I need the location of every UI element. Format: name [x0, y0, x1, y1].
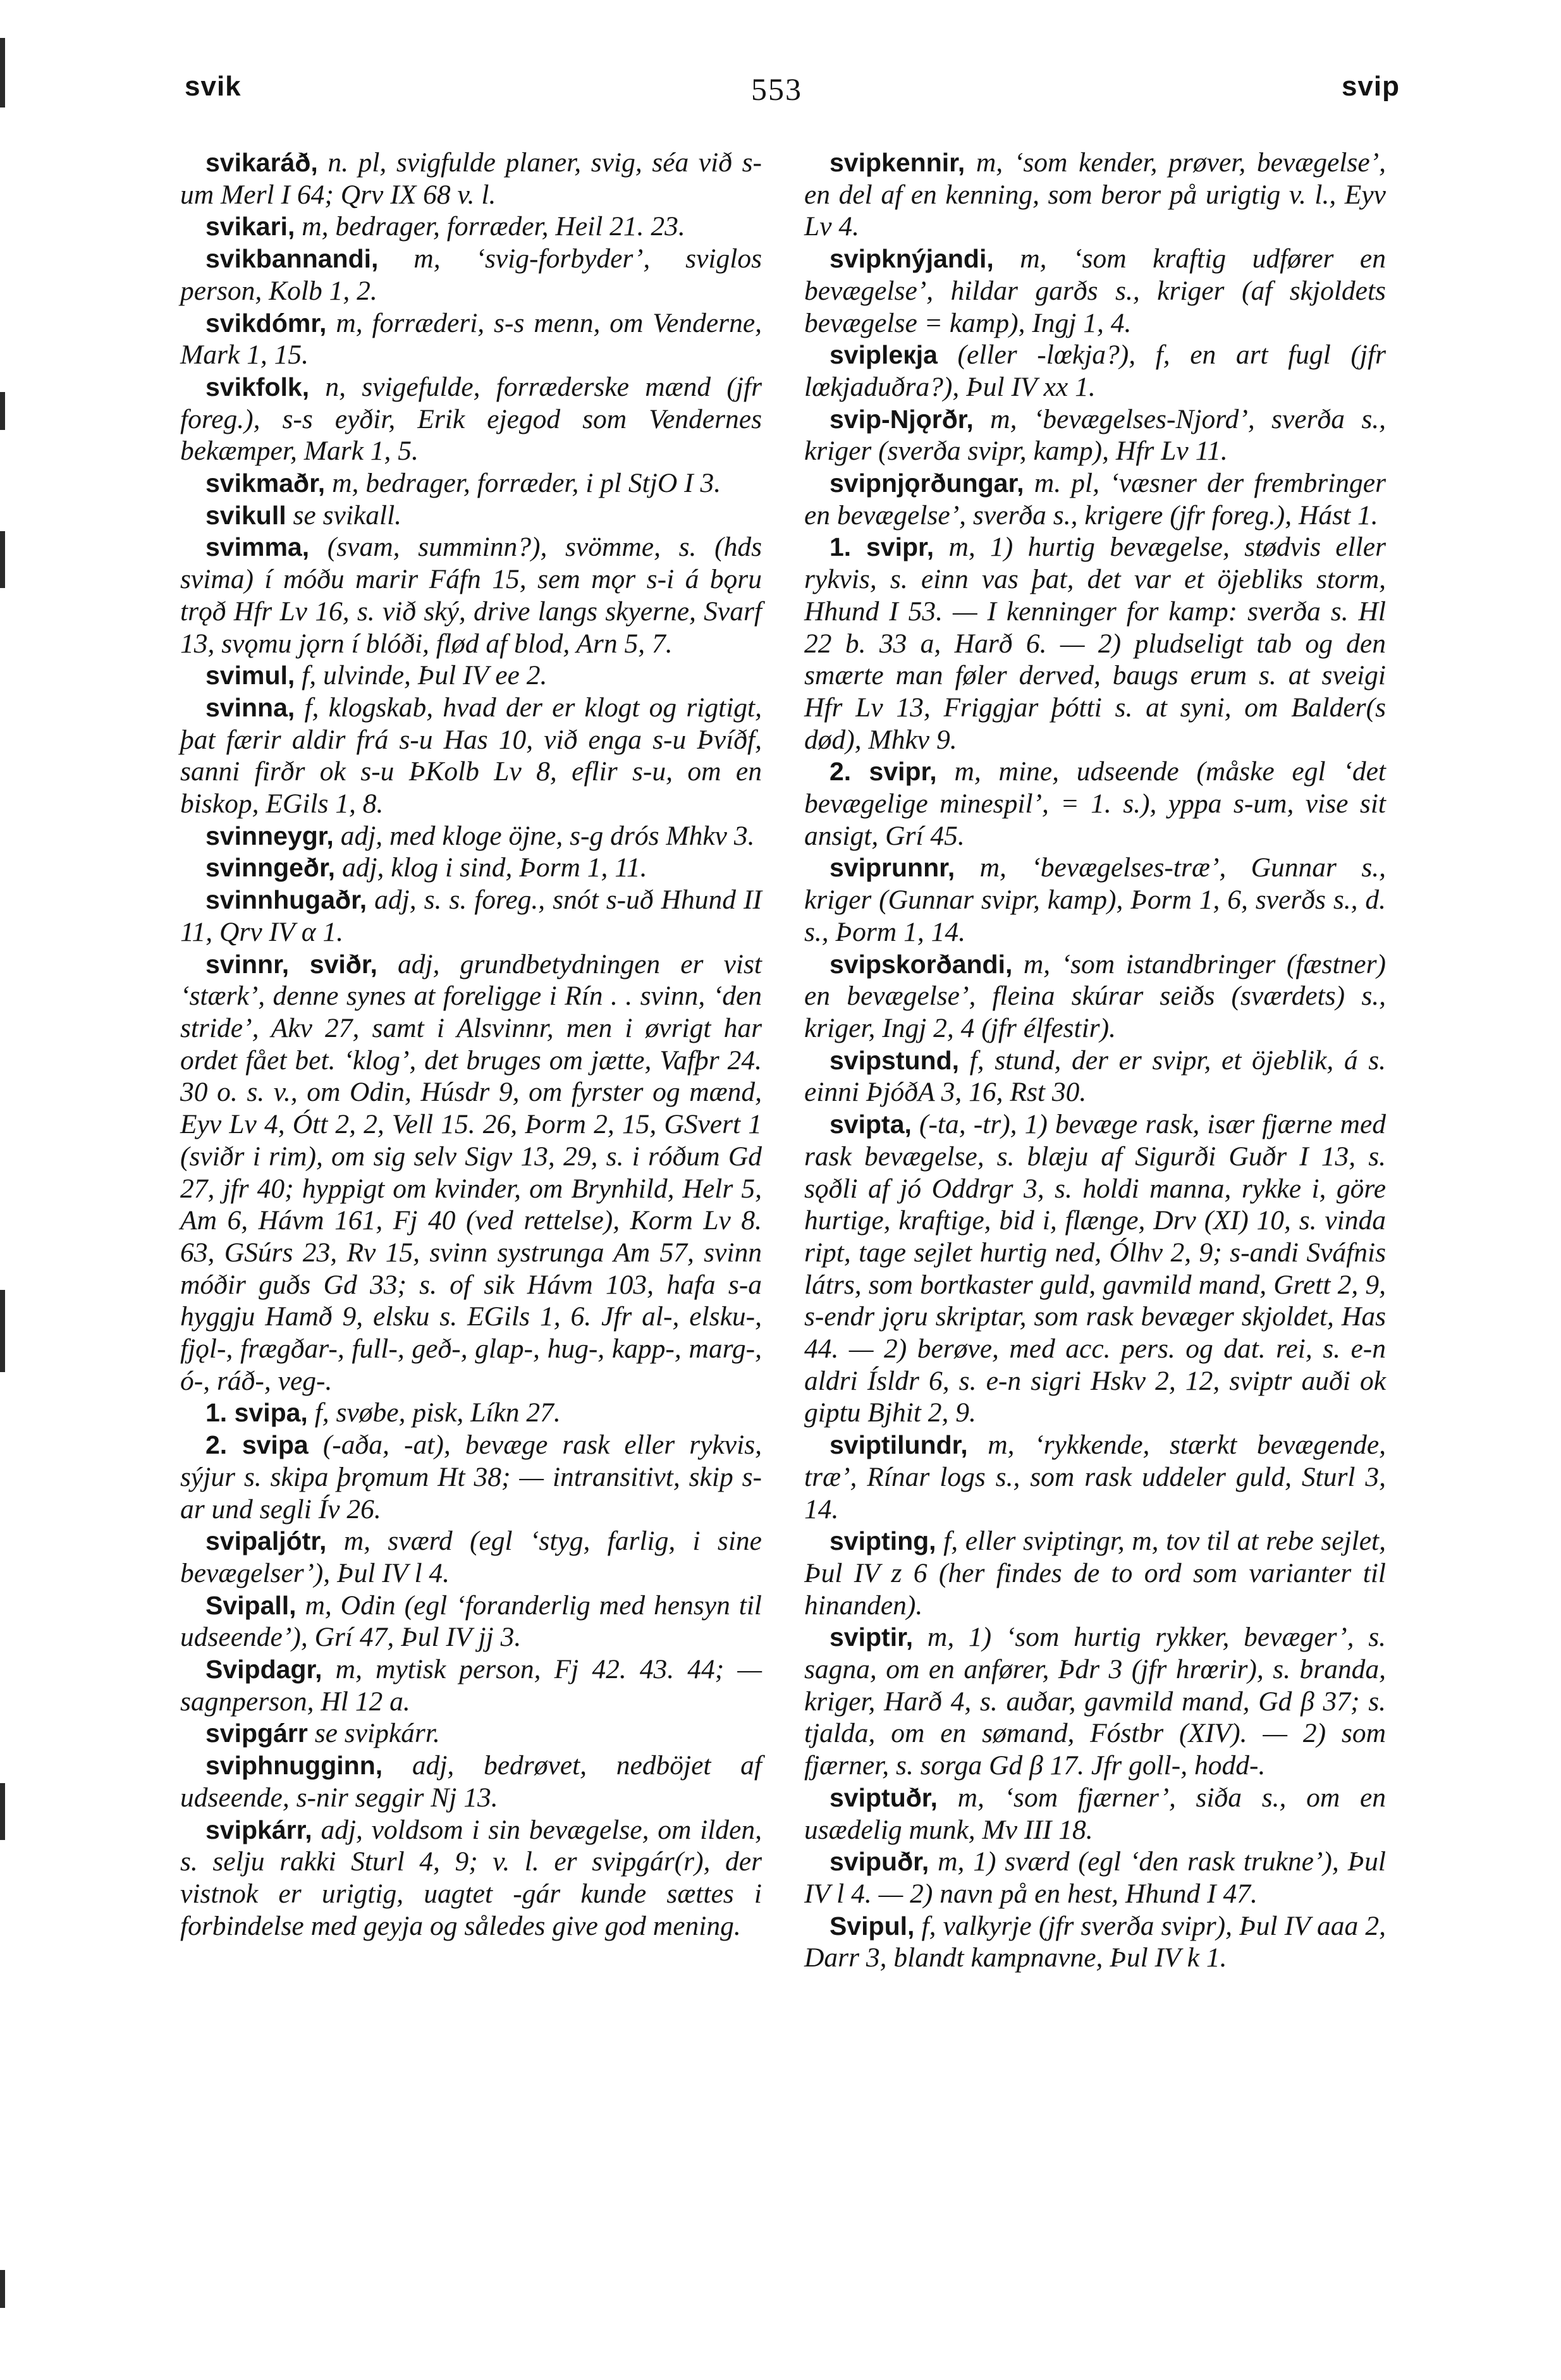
guide-word-left: svik	[185, 71, 242, 102]
entry-definition: m, mytisk person, Fj 42. 43. 44; — sagnperson, Hl 12 a.	[180, 1654, 762, 1717]
dictionary-entry	[180, 884, 762, 948]
entry-headword: svikari,	[205, 212, 295, 242]
entry-definition: m, ‘som kender, prøver, bevægelse’, en del af en kenning, som beror på urigtig v. l., Eyv Lv 4.	[804, 147, 1386, 242]
entry-definition: m, 1) hurtig bevægelse, stødvis eller rykvis, s. einn vas þat, det var et öjebliks storm, Hhund I 53. — I kenninger for kamp: sverða s. Hl 22 b. 33 a, Harð 6. — 2) pludseligt tab og den smærte man føler derved, baugs erum s. at sveigi Hfr Lv 13, Friggjar þótti s. at syni, om Balder(s død), Mhkv 9.	[804, 532, 1387, 755]
entry-definition: f, ulvinde, Þul IV ee 2.	[302, 660, 548, 691]
entry-definition: se svikall.	[293, 500, 402, 531]
entry-headword: svipkárr,	[205, 1815, 312, 1844]
scan-edge-mark	[0, 531, 5, 588]
dictionary-entry	[180, 1653, 762, 1717]
entry-headword: svipuðr,	[829, 1847, 929, 1877]
dictionary-entry	[180, 1814, 762, 1942]
entry-definition: (eller -lœkja?), f, en art fugl (jfr lœkjaduðra?), Þul IV xx 1.	[804, 340, 1386, 402]
entry-definition: adj, voldsom i sin bevægelse, om ilden, s. selju rakki Sturl 4, 9; v. l. er svipgár(r), der vistnok er urigtig, uagtet -gár kunde sættes i forbindelse med geyja og således give god mening.	[180, 1814, 762, 1941]
entry-headword: svinnr, sviðr,	[205, 949, 377, 979]
dictionary-entry	[180, 659, 762, 692]
dictionary-entry	[180, 531, 762, 659]
dictionary-entry	[804, 1525, 1386, 1621]
entry-headword: svipta,	[829, 1110, 912, 1139]
dictionary-entry	[180, 1397, 762, 1429]
entry-headword: svikaráð,	[205, 148, 318, 177]
entry-definition: m, forræderi, s-s menn, om Venderne, Mark 1, 15.	[180, 307, 762, 371]
entry-headword: svikbannandi,	[205, 244, 379, 274]
dictionary-entry	[804, 1108, 1386, 1429]
entry-definition: m, ‘bevægelses-træ’, Gunnar s., kriger (Gunnar svipr, kamp), Þorm 1, 6, sverðs s., d. s., Þorm 1, 14.	[804, 852, 1387, 947]
entry-headword: svipaljótr,	[205, 1526, 327, 1556]
entry-definition: m, 1) sværd (egl ‘den rask trukne’), Þul IV l 4. — 2) navn på en hest, Hhund I 47.	[804, 1846, 1386, 1909]
scan-edge-mark	[0, 1783, 5, 1840]
entry-headword: 2. svipa	[205, 1430, 309, 1460]
entry-headword: svikfolk,	[205, 372, 310, 402]
entry-definition: adj, bedrøvet, nedböjet af udseende, s-nir seggir Nj 13.	[180, 1750, 762, 1813]
entry-headword: svinna,	[205, 692, 295, 722]
entry-definition: (svam, summinn?), svömme, s. (hds svima) í móðu marir Fáfn 15, sem mǫr s-i á bǫru trǫð Hfr Lv 16, s. við ský, drive langs skyerne, Svarf 13, svǫmu jǫrn í blóði, flød af blod, Arn 5, 7.	[180, 532, 762, 659]
entry-definition: f, valkyrje (jfr sverða svipr), Þul IV aaa 2, Darr 3, blandt kampnavne, Þul IV k 1.	[804, 1910, 1387, 1973]
entry-definition: f, stund, der er svipr, et öjeblik, á s. einni ÞjóðA 3, 16, Rst 30.	[804, 1045, 1387, 1108]
entry-definition: f, svøbe, pisk, Líkn 27.	[314, 1397, 561, 1428]
entry-definition: m, ‘som fjærner’, siða s., om en usædelig munk, Mv III 18.	[804, 1782, 1387, 1845]
dictionary-entry	[804, 948, 1386, 1045]
dictionary-entry	[180, 307, 762, 371]
entry-definition: n. pl, svigfulde planer, svig, séa við s-um Merl I 64; Qrv IX 68 v. l.	[180, 147, 762, 210]
dictionary-entry	[180, 1525, 762, 1589]
entry-headword: svipknýjandi,	[829, 244, 994, 274]
dictionary-entry	[804, 1846, 1386, 1910]
entry-headword: svipskorðandi,	[829, 949, 1013, 979]
dictionary-entry	[804, 1910, 1386, 1974]
entry-headword: svipting,	[829, 1526, 936, 1556]
entry-headword: sviphnugginn,	[205, 1751, 383, 1781]
entry-definition: m. pl, ‘væsner der frembringer en bevægelse’, sverða s., krigere (jfr foreg.), Hást 1.	[804, 468, 1386, 531]
entry-headword: svikull	[205, 500, 286, 530]
dictionary-entry	[180, 852, 762, 884]
entry-headword: svipkennir,	[829, 148, 965, 177]
entry-definition: adj, med kloge öjne, s-g drós Mhkv 3.	[340, 820, 755, 851]
entry-headword: Svipall,	[205, 1590, 297, 1620]
entry-headword: sviptilundr,	[829, 1430, 968, 1460]
dictionary-entry	[180, 467, 762, 500]
dictionary-entry	[180, 1717, 762, 1750]
scan-edge-mark	[0, 1290, 5, 1372]
entry-definition: m, bedrager, forræder, i pl StjO I 3.	[332, 468, 721, 499]
dictionary-entry	[180, 147, 762, 211]
entry-definition: n, svigefulde, forræderske mænd (jfr foreg.), s-s eyðir, Erik ejegod som Vendernes bekæmper, Mark 1, 5.	[180, 371, 762, 467]
dictionary-entry	[804, 1621, 1386, 1782]
dictionary-entry	[804, 243, 1386, 339]
entry-headword: 1. svipr,	[829, 532, 934, 562]
dictionary-entry	[180, 243, 762, 307]
dictionary-entry	[180, 371, 762, 467]
entry-headword: svinngeðr,	[205, 853, 336, 883]
entry-definition: m, ‘svig-forbyder’, sviglos person, Kolb 1, 2.	[180, 243, 762, 306]
entry-headword: Svipdagr,	[205, 1655, 322, 1684]
entry-definition: m, sværd (egl ‘styg, farlig, i sine bevægelser’), Þul IV l 4.	[180, 1526, 762, 1588]
entry-headword: sviptuðr,	[829, 1782, 938, 1812]
dictionary-entry	[804, 756, 1386, 852]
entry-headword: svinneygr,	[205, 821, 334, 850]
scan-edge-mark	[0, 2270, 5, 2308]
entry-headword: svimul,	[205, 661, 295, 690]
left-column	[180, 147, 762, 1942]
entry-definition: m, ‘bevægelses-Njord’, sverða s., kriger (sverða svipr, kamp), Hfr Lv 11.	[804, 403, 1387, 467]
entry-headword: svipnjǫrðungar,	[829, 469, 1024, 498]
guide-word-right: svip	[1341, 71, 1400, 102]
dictionary-entry	[180, 820, 762, 852]
entry-headword: svip-Njǫrðr,	[829, 404, 974, 434]
entry-definition: m, ‘rykkende, stærkt bevægende, træ’, Rínar logs s., som rask uddeler guld, Sturl 3, 14.	[804, 1430, 1387, 1524]
entry-definition: (-aða, -at), bevæge rask eller rykvis, sýjur s. skipa þrǫmum Ht 38; — intransitivt, skip s-ar und segli Ív 26.	[180, 1430, 762, 1524]
entry-headword: 2. svipr,	[829, 757, 937, 787]
dictionary-entry	[180, 948, 762, 1397]
entry-definition: m, 1) ‘som hurtig rykker, bevæger’, s. sagna, om en anfører, Þdr 3 (jfr hrœrir), s. branda, kriger, Harð 4, s. auðar, gavmild mand, Gd β 37; s. tjalda, om en sømand, Fóstbr (XIV). — 2) som fjærner, s. sorga Gd β 17. Jfr goll-, hodd-.	[804, 1622, 1386, 1781]
page-number: 553	[751, 71, 802, 107]
entry-definition: adj, grundbetydningen er vist ‘stærk’, denne synes at foreligge i Rín . . svinn, ‘den stride’, Akv 27, samt i Alsvinnr, men i øvrigt har ordet fået bet. ‘klog’, det bruges om jætte, Vafþr 24. 30 o. s. v., om Odin, Húsdr 9, om fyrster og mænd, Eyv Lv 4, Ótt 2, 2, Vell 15. 26, Þorm 2, 15, GSvert 1 (sviðr i rim), om sig selv Sigv 13, 29, s. i róðum Gd 27, jfr 40; hyppigt om kvinder, om Brynhild, Helr 5, Am 6, Hávm 161, Fj 40 (ved rettelse), Korm Lv 8. 63, GSúrs 23, Rv 15, svinn systrunga Am 57, svinn móðir guðs Gd 33; s. of sik Hávm 103, hafa s-a hyggju Hamð 9, elsku s. EGils 1, 6. Jfr al-, elsku-, fjǫl-, frægðar-, full-, geð-, glap-, hug-, kapp-, marg-, ó-, ráð-, veg-.	[180, 948, 762, 1396]
dictionary-entry	[180, 1750, 762, 1813]
dictionary-entry	[804, 852, 1386, 948]
entry-definition: adj, klog i sind, Þorm 1, 11.	[341, 852, 647, 883]
dictionary-entry	[804, 531, 1386, 756]
dictionary-entry	[804, 1429, 1386, 1525]
dictionary-entry	[804, 147, 1386, 243]
entry-definition: m, bedrager, forræder, Heil 21. 23.	[302, 211, 685, 242]
entry-definition: (-ta, -tr), 1) bevæge rask, især fjærne med rask bevægelse, s. blæju af Sigurði Guðr I 13, s. sǫðli af jó Oddrgr 3, s. holdi manna, rykke i, göre hurtige, kraftige, bid i, flænge, Drv (XI) 10, s. vinda ript, tage sejlet hurtig ned, Ólhv 2, 9; s-andi Sváfnis látrs, som bortkaster guld, gavmild mand, Grett 2, 9, s-endr jǫru skriptar, som rask bevæger skjoldet, Has 44. — 2) berøve, med acc. pers. og dat. rei, s. e-n aldri Ísldr 6, s. e-n sigri Hskv 2, 12, sviptr auði ok giptu Bjhit 2, 9.	[804, 1109, 1386, 1428]
dictionary-entry	[180, 500, 762, 532]
dictionary-entry	[804, 467, 1386, 531]
entry-headword: sviprunnr,	[829, 853, 955, 883]
dictionary-entry	[180, 1429, 762, 1525]
entry-definition: m, ‘som kraftig udfører en bevægelse’, hildar garðs s., kriger (af skjoldets bevægelse = kamp), Ingj 1, 4.	[804, 243, 1386, 338]
entry-headword: sviptir,	[829, 1622, 914, 1652]
entry-headword: svikdómr,	[205, 308, 327, 338]
entry-headword: Svipul,	[829, 1911, 915, 1941]
entry-headword: svipgárr	[205, 1719, 308, 1748]
entry-headword: 1. svipa,	[205, 1398, 308, 1428]
dictionary-entry	[804, 403, 1386, 467]
entry-definition: m, Odin (egl ‘foranderlig med hensyn til udseende’), Grí 47, Þul IV jj 3.	[180, 1590, 762, 1653]
entry-definition: f, eller sviptingr, m, tov til at rebe sejlet, Þul IV z 6 (her findes de to ord som varianter til hinanden).	[804, 1526, 1387, 1621]
entry-headword: svinnhugaðr,	[205, 885, 367, 915]
entry-headword: svikmaðr,	[205, 469, 326, 498]
scan-edge-mark	[0, 38, 5, 107]
dictionary-entry	[180, 692, 762, 820]
entry-headword: svipleкja	[829, 340, 938, 370]
dictionary-entry	[804, 339, 1386, 403]
entry-definition: m, ‘som istandbringer (fæstner) en bevægelse’, fleina skúrar seiðs (sværdets) s., kriger, Ingj 2, 4 (jfr élfestir).	[804, 948, 1387, 1043]
dictionary-entry	[804, 1782, 1386, 1846]
entry-headword: svimma,	[205, 532, 310, 562]
entry-definition: f, klogskab, hvad der er klogt og rigtigt, þat færir aldir frá s-u Has 10, við enga s-u Þvíðf, sanni firðr ok s-u ÞKolb Lv 8, eflir s-u, om en biskop, EGils 1, 8.	[180, 692, 762, 819]
dictionary-entry	[804, 1045, 1386, 1108]
dictionary-entry	[180, 211, 762, 243]
entry-headword: svipstund,	[829, 1045, 960, 1075]
entry-definition: m, mine, udseende (måske egl ‘det bevægelige minespil’, = 1. s.), yppa s-um, vise sit ansigt, Grí 45.	[804, 756, 1386, 851]
entry-definition: se svipkárr.	[314, 1718, 440, 1749]
right-column	[804, 147, 1386, 1974]
dictionary-entry	[180, 1590, 762, 1653]
entry-definition: adj, s. s. foreg., snót s-uð Hhund II 11, Qrv IV α 1.	[180, 885, 762, 947]
scan-edge-mark	[0, 392, 5, 430]
